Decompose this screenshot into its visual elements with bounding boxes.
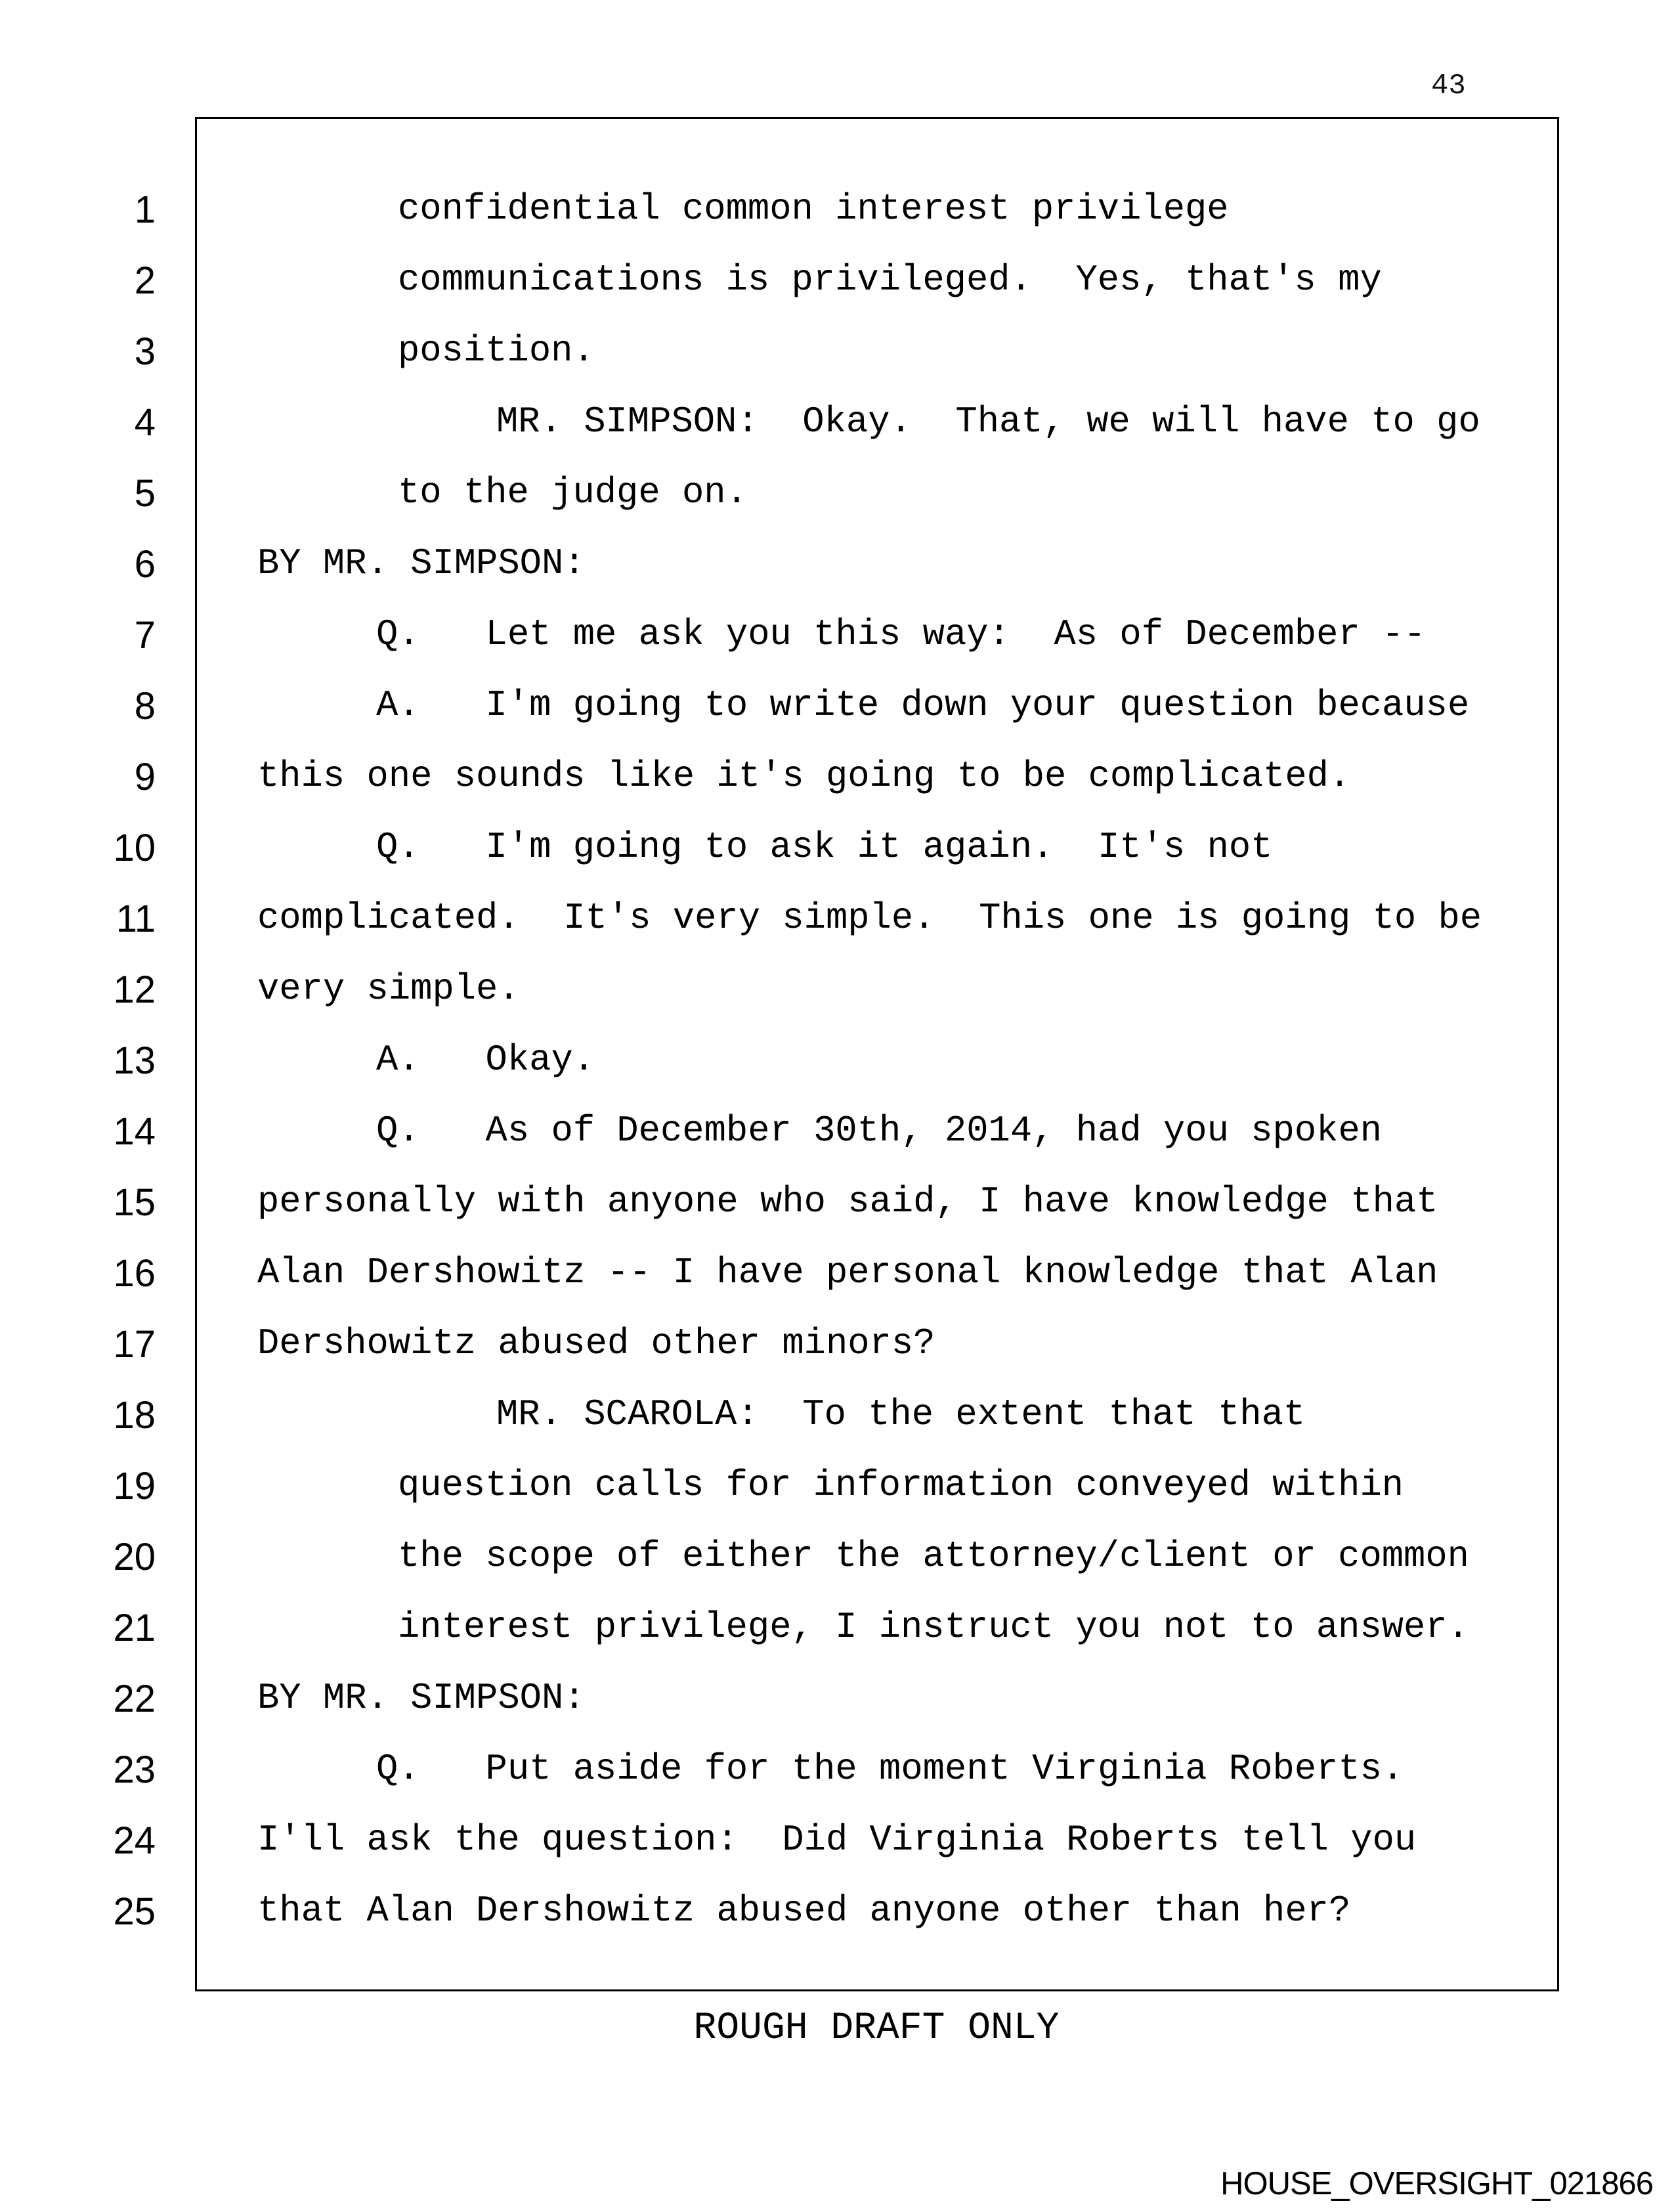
line-number: 20 xyxy=(113,1536,156,1578)
line-text: communications is privileged. Yes, that's my xyxy=(398,259,1382,301)
line-text: A. I'm going to write down your question because xyxy=(376,685,1470,726)
line-text: that Alan Dershowitz abused anyone other than her? xyxy=(257,1890,1351,1932)
line-text: Q. I'm going to ask it again. It's not xyxy=(376,827,1273,868)
line-text: confidential common interest privilege xyxy=(398,188,1229,230)
line-text: BY MR. SIMPSON: xyxy=(257,543,586,584)
line-number: 17 xyxy=(113,1323,156,1366)
line-number: 7 xyxy=(134,614,156,657)
line-number: 2 xyxy=(134,259,156,302)
page-number: 43 xyxy=(1431,70,1466,102)
line-number: 19 xyxy=(113,1465,156,1507)
line-text: Dershowitz abused other minors? xyxy=(257,1323,935,1364)
line-text: Q. Let me ask you this way: As of December -- xyxy=(376,614,1426,655)
bates-number: HOUSE_OVERSIGHT_021866 xyxy=(1220,2166,1653,2201)
line-number: 8 xyxy=(134,685,156,727)
line-text: A. Okay. xyxy=(376,1039,595,1081)
line-number: 10 xyxy=(113,827,156,869)
line-number: 1 xyxy=(134,188,156,231)
line-number: 13 xyxy=(113,1039,156,1082)
line-number: 5 xyxy=(134,472,156,515)
line-number: 9 xyxy=(134,756,156,798)
line-text: I'll ask the question: Did Virginia Roberts tell you xyxy=(257,1819,1417,1861)
line-number: 6 xyxy=(134,543,156,586)
line-text: question calls for information conveyed within xyxy=(398,1465,1404,1506)
line-number: 3 xyxy=(134,330,156,373)
line-number: 18 xyxy=(113,1394,156,1437)
line-number: 16 xyxy=(113,1252,156,1295)
line-text: personally with anyone who said, I have knowledge that xyxy=(257,1181,1438,1223)
line-text: interest privilege, I instruct you not to answer. xyxy=(398,1607,1469,1648)
rough-draft-notice: ROUGH DRAFT ONLY xyxy=(693,2007,1060,2050)
line-number: 15 xyxy=(113,1181,156,1224)
line-text: MR. SCAROLA: To the extent that that xyxy=(496,1394,1306,1435)
line-number: 23 xyxy=(113,1748,156,1791)
line-number: 14 xyxy=(113,1110,156,1153)
line-text: complicated. It's very simple. This one is going to be xyxy=(257,898,1482,939)
line-text: the scope of either the attorney/client or common xyxy=(398,1536,1469,1577)
line-text: this one sounds like it's going to be complicated. xyxy=(257,756,1351,797)
line-text: Alan Dershowitz -- I have personal knowledge that Alan xyxy=(257,1252,1438,1293)
line-number: 4 xyxy=(134,401,156,444)
line-number: 12 xyxy=(113,968,156,1011)
line-number: 21 xyxy=(113,1607,156,1649)
line-text: Q. Put aside for the moment Virginia Roberts. xyxy=(376,1748,1404,1790)
line-text: to the judge on. xyxy=(398,472,748,513)
line-text: BY MR. SIMPSON: xyxy=(257,1678,586,1719)
line-text: MR. SIMPSON: Okay. That, we will have to go xyxy=(496,401,1480,443)
line-number: 22 xyxy=(113,1678,156,1720)
line-text: position. xyxy=(398,330,595,372)
line-number: 24 xyxy=(113,1819,156,1862)
line-number: 11 xyxy=(116,898,156,940)
line-text: very simple. xyxy=(257,968,520,1010)
line-number: 25 xyxy=(113,1890,156,1933)
line-text: Q. As of December 30th, 2014, had you spoken xyxy=(376,1110,1383,1152)
